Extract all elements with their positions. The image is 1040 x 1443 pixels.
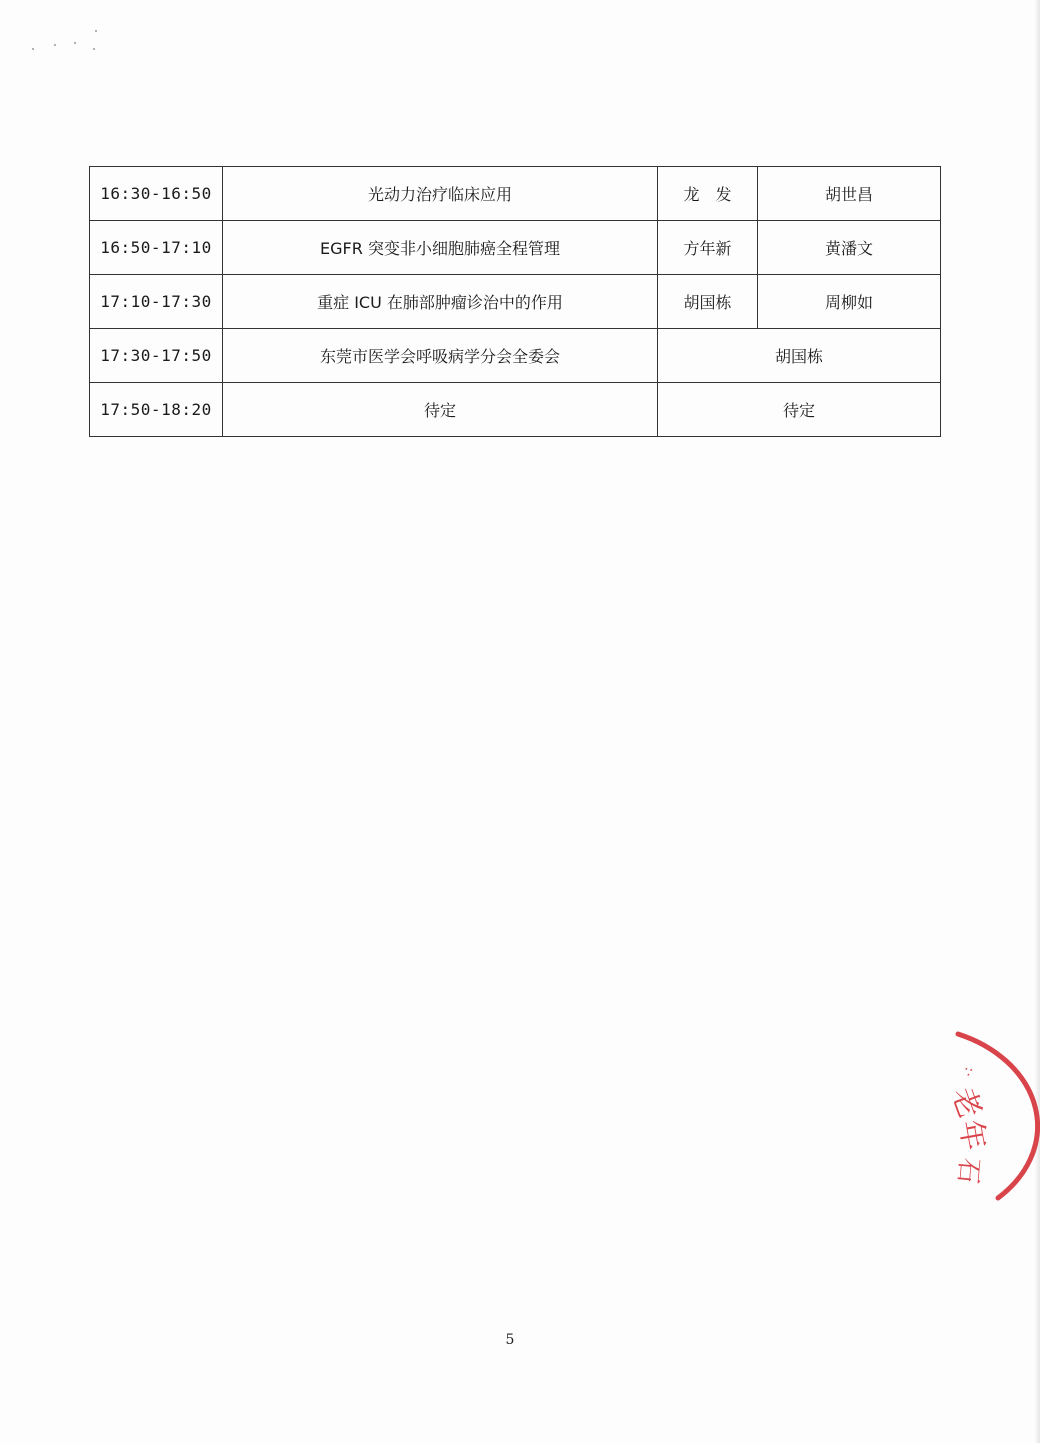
page-number: 5 bbox=[505, 1332, 515, 1348]
time-cell: 17:10-17:30 bbox=[90, 275, 223, 329]
topic-cell: EGFR 突变非小细胞肺癌全程管理 bbox=[223, 221, 658, 275]
scan-speck bbox=[32, 48, 34, 50]
topic-cell: 光动力治疗临床应用 bbox=[223, 167, 658, 221]
seal-char: 老 bbox=[944, 1083, 988, 1124]
topic-cell: 重症 ICU 在肺部肿瘤诊治中的作用 bbox=[223, 275, 658, 329]
scan-speck bbox=[93, 48, 95, 50]
red-seal-stamp bbox=[900, 1022, 1040, 1212]
speaker-cell: 胡国栋 bbox=[658, 275, 758, 329]
scan-speck bbox=[74, 42, 76, 44]
time-cell: 17:30-17:50 bbox=[90, 329, 223, 383]
table-row bbox=[90, 275, 941, 329]
time-cell: 17:50-18:20 bbox=[90, 383, 223, 437]
scan-speck bbox=[54, 44, 56, 46]
table-row bbox=[90, 383, 941, 437]
seal-mark: ·: bbox=[960, 1061, 976, 1081]
speaker-cell: 龙 发 bbox=[658, 167, 758, 221]
topic-cell: 待定 bbox=[223, 383, 658, 437]
merged-name-cell: 胡国栋 bbox=[658, 329, 941, 383]
schedule-table bbox=[89, 166, 941, 437]
topic-cell: 东莞市医学会呼吸病学分会全委会 bbox=[223, 329, 658, 383]
seal-char: 年 bbox=[951, 1117, 992, 1153]
merged-name-cell: 待定 bbox=[658, 383, 941, 437]
time-cell: 16:50-17:10 bbox=[90, 221, 223, 275]
chair-cell: 周柳如 bbox=[758, 275, 941, 329]
table-row bbox=[90, 329, 941, 383]
seal-char: 石 bbox=[951, 1156, 984, 1186]
chair-cell: 黄潘文 bbox=[758, 221, 941, 275]
time-cell: 16:30-16:50 bbox=[90, 167, 223, 221]
chair-cell: 胡世昌 bbox=[758, 167, 941, 221]
speaker-cell: 方年新 bbox=[658, 221, 758, 275]
page-edge-shadow bbox=[1034, 0, 1040, 1443]
scan-speck bbox=[95, 30, 97, 32]
table-row bbox=[90, 167, 941, 221]
table-row bbox=[90, 221, 941, 275]
